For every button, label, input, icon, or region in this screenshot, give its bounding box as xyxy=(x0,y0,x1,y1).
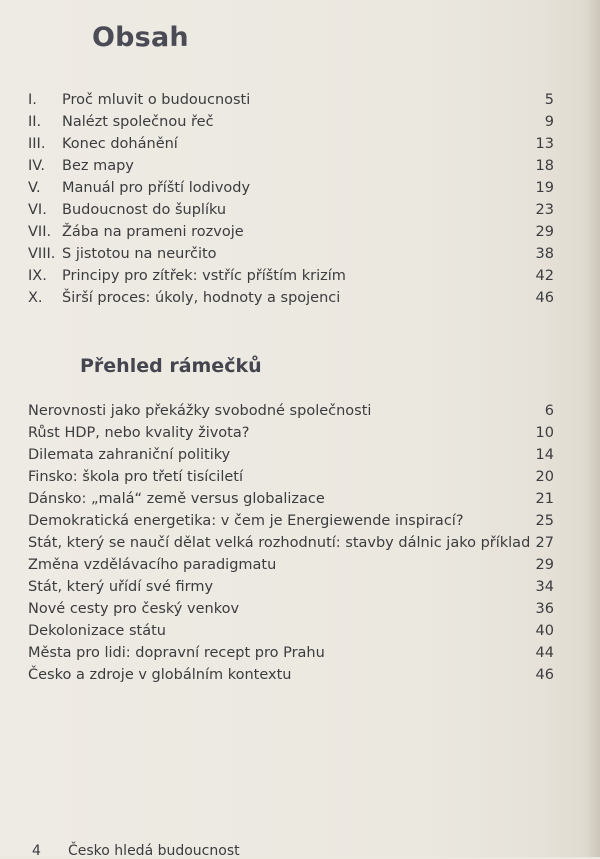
toc-entry-page: 19 xyxy=(535,180,554,196)
toc-entry-number: VII. xyxy=(28,224,52,240)
box-entry-page: 29 xyxy=(535,557,554,573)
toc-entry-page: 38 xyxy=(535,246,554,262)
box-entry xyxy=(28,554,554,576)
page-edge-shadow xyxy=(586,0,600,857)
box-entry-page: 34 xyxy=(535,579,554,595)
box-entry xyxy=(28,664,554,686)
toc-entry xyxy=(28,243,554,265)
toc-entry xyxy=(28,155,554,177)
box-entry xyxy=(28,466,554,488)
page-title: Obsah xyxy=(92,22,189,53)
toc-entry-page: 42 xyxy=(535,268,554,284)
box-entry-title: Česko a zdroje v globálním kontextu xyxy=(28,667,292,683)
toc-entry xyxy=(28,133,554,155)
box-entry-page: 10 xyxy=(535,425,554,441)
toc-entry-number: IX. xyxy=(28,268,47,284)
box-entry-page: 6 xyxy=(544,403,554,419)
toc-entry-page: 23 xyxy=(535,202,554,218)
box-entry-title: Stát, který se naučí dělat velká rozhodnutí: stavby dálnic jako příklad xyxy=(28,535,531,551)
box-entry xyxy=(28,422,554,444)
toc-entry-page: 5 xyxy=(544,92,554,108)
toc-entry-title: Budoucnost do šuplíku xyxy=(62,202,227,218)
box-entry-page: 46 xyxy=(535,667,554,683)
toc-entry-page: 29 xyxy=(535,224,554,240)
toc-entry-title: Širší proces: úkoly, hodnoty a spojenci xyxy=(62,290,341,306)
toc-entry xyxy=(28,287,554,309)
toc-entry xyxy=(28,265,554,287)
toc-entry-number: I. xyxy=(28,92,37,108)
toc-entry-number: X. xyxy=(28,290,43,306)
toc-entry xyxy=(28,89,554,111)
toc-entry-number: IV. xyxy=(28,158,45,174)
box-entry-page: 36 xyxy=(535,601,554,617)
footer-page-number: 4 xyxy=(32,843,41,859)
toc-entry-number: V. xyxy=(28,180,41,196)
toc-entry-page: 9 xyxy=(544,114,554,130)
toc-entry-title: Proč mluvit o budoucnosti xyxy=(62,92,251,108)
boxes-section-title: Přehled rámečků xyxy=(80,355,262,377)
box-entry-title: Nerovnosti jako překážky svobodné společnosti xyxy=(28,403,372,419)
toc-entry-title: Manuál pro příští lodivody xyxy=(62,180,251,196)
boxes-list xyxy=(28,400,554,686)
box-entry-title: Dánsko: „malá“ země versus globalizace xyxy=(28,491,325,507)
box-entry-title: Města pro lidi: dopravní recept pro Prahu xyxy=(28,645,325,661)
box-entry-title: Nové cesty pro český venkov xyxy=(28,601,240,617)
box-entry-title: Demokratická energetika: v čem je Energiewende inspirací? xyxy=(28,513,464,529)
toc-entry-title: Bez mapy xyxy=(62,158,134,174)
box-entry xyxy=(28,620,554,642)
toc-entry-title: Žába na prameni rozvoje xyxy=(62,224,244,240)
toc-entry-page: 13 xyxy=(535,136,554,152)
box-entry xyxy=(28,488,554,510)
box-entry-page: 14 xyxy=(535,447,554,463)
toc-entry xyxy=(28,177,554,199)
box-entry-page: 20 xyxy=(535,469,554,485)
toc-entry xyxy=(28,111,554,133)
box-entry-title: Dilemata zahraniční politiky xyxy=(28,447,231,463)
box-entry-page: 25 xyxy=(535,513,554,529)
toc-entry-number: II. xyxy=(28,114,42,130)
box-entry-title: Stát, který uřídí své firmy xyxy=(28,579,214,595)
toc-entry-page: 46 xyxy=(535,290,554,306)
box-entry-title: Růst HDP, nebo kvality života? xyxy=(28,425,250,441)
toc-entry-number: VIII. xyxy=(28,246,56,262)
box-entry xyxy=(28,642,554,664)
toc-entry-title: S jistotou na neurčito xyxy=(62,246,217,262)
box-entry-page: 27 xyxy=(535,535,554,551)
toc-entry-page: 18 xyxy=(535,158,554,174)
toc-entry-title: Konec dohánění xyxy=(62,136,178,152)
toc-entry xyxy=(28,221,554,243)
toc-entry xyxy=(28,199,554,221)
toc-entry-number: III. xyxy=(28,136,46,152)
toc-entry-number: VI. xyxy=(28,202,47,218)
table-of-contents xyxy=(28,89,554,309)
box-entry-title: Změna vzdělávacího paradigmatu xyxy=(28,557,277,573)
box-entry-page: 44 xyxy=(535,645,554,661)
box-entry-title: Finsko: škola pro třetí tisíciletí xyxy=(28,469,243,485)
toc-entry-title: Nalézt společnou řeč xyxy=(62,114,214,130)
box-entry xyxy=(28,444,554,466)
box-entry xyxy=(28,576,554,598)
box-entry-page: 40 xyxy=(535,623,554,639)
toc-entry-title: Principy pro zítřek: vstříc příštím krizím xyxy=(62,268,346,284)
box-entry-title: Dekolonizace státu xyxy=(28,623,166,639)
box-entry xyxy=(28,400,554,422)
box-entry xyxy=(28,510,554,532)
box-entry xyxy=(28,532,554,554)
footer-running-title: Česko hledá budoucnost xyxy=(68,843,240,859)
box-entry-page: 21 xyxy=(535,491,554,507)
box-entry xyxy=(28,598,554,620)
